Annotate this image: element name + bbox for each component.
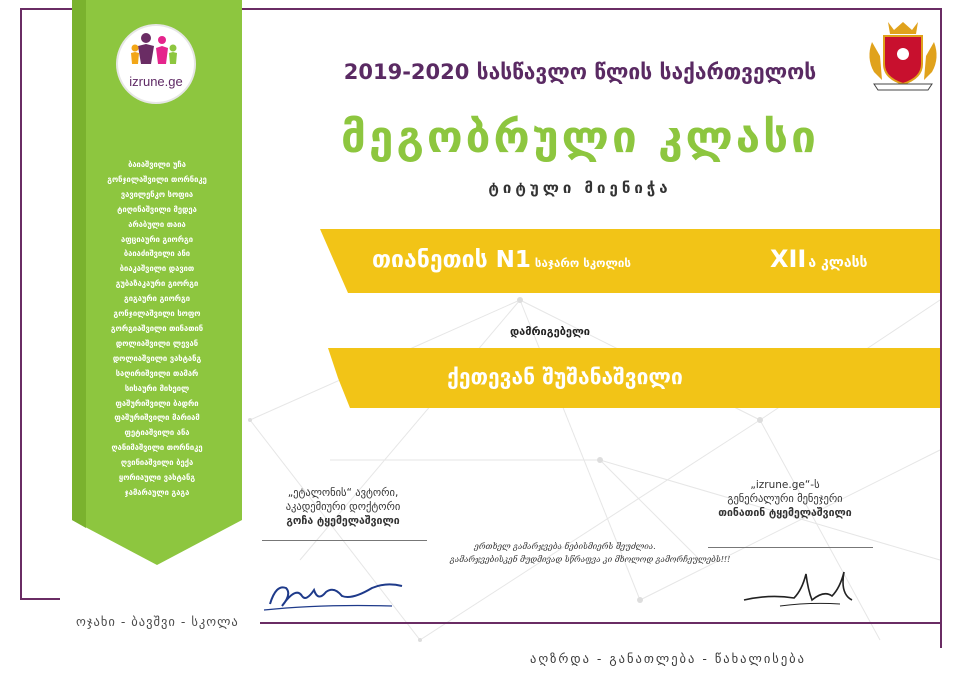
right-signatory bbox=[690, 478, 880, 521]
student-names-list bbox=[82, 158, 232, 501]
signature-line bbox=[262, 540, 427, 541]
student-name-row: გიგაური გიორგი bbox=[123, 294, 191, 304]
frame-line bbox=[940, 8, 942, 648]
right-signatory-role: „izrune.ge“-ს bbox=[750, 479, 820, 491]
motivational-note bbox=[450, 540, 731, 566]
class-grade: XII bbox=[770, 245, 807, 273]
frame-line bbox=[20, 598, 60, 600]
year-title: 2019-2020 სასწავლო წლის საქართველოს bbox=[343, 60, 817, 84]
homeroom-teacher-label: დამრიგებელი bbox=[509, 325, 591, 338]
student-name-row: ბიაკაშვილი დავით bbox=[119, 264, 195, 274]
student-name-row: დოლიაშვილი ვახტანგ bbox=[112, 353, 202, 363]
student-name-row: ჯამარაული გაგა bbox=[124, 487, 190, 497]
school-line bbox=[372, 247, 631, 273]
left-motto: ოჯახი - ბავშვი - სკოლა bbox=[76, 614, 239, 629]
student-name-row: ვავილენკო სოფია bbox=[120, 189, 194, 199]
left-signatory bbox=[248, 486, 438, 529]
georgian-coat-of-arms-icon bbox=[860, 18, 946, 94]
student-name-row: ბაიაძიშვილი ანი bbox=[123, 249, 191, 259]
award-subtitle: ტიტული მიენიჭა bbox=[488, 179, 672, 197]
student-name-row: გონჯილაშვილი თორნიკე bbox=[107, 174, 207, 184]
logo-text: izrune.ge bbox=[129, 74, 183, 89]
student-name-row: არაბული თაია bbox=[128, 219, 186, 229]
student-name-row: ყორიაული ვახტანგ bbox=[118, 473, 196, 483]
student-name-row: ღანიმაშვილი თორნიკე bbox=[111, 443, 203, 453]
student-name-row: აფციაური გიორგი bbox=[121, 234, 193, 244]
student-name-row: სისაური მიხეილ bbox=[124, 383, 190, 393]
main-title: მეგობრული კლასი bbox=[341, 112, 819, 163]
note-line-1: ერთხელ გამარჯვება ნებისმიერს შეუძლია. bbox=[474, 542, 656, 551]
student-name-row: დოლიაშვილი ლევან bbox=[115, 338, 199, 348]
student-name-row: გუბაზაკაური გიორგი bbox=[115, 279, 199, 289]
izrune-logo bbox=[118, 26, 194, 102]
frame-line bbox=[20, 8, 22, 598]
student-name-row: ფაშურიშვილი მარიამ bbox=[114, 413, 200, 423]
student-name-row: ბაიაშვილი უჩა bbox=[128, 160, 186, 169]
note-line-2: გამარჯვებისკენ მუდმივად სწრაფვა კი მხოლოდ გამორჩეულებს!!! bbox=[450, 555, 731, 564]
class-line bbox=[770, 245, 868, 273]
student-name-row: საღირიშვილი თამარ bbox=[115, 368, 199, 378]
student-name-row: ფაშურიშვილი ბადრი bbox=[115, 398, 199, 408]
right-signatory-name: თინათინ ტყემელაშვილი bbox=[718, 507, 852, 519]
family-figures-icon bbox=[118, 26, 194, 76]
frame-line bbox=[260, 622, 942, 624]
right-handwritten-signature bbox=[740, 560, 860, 618]
left-signatory-role: „ეტალონის“ ავტორი, bbox=[287, 487, 399, 499]
student-name-row: გონჯილაშვილი სოფო bbox=[113, 309, 201, 319]
frame-line bbox=[245, 8, 940, 10]
left-handwritten-signature bbox=[262, 566, 412, 616]
teacher-name: ქეთევან შუშანაშვილი bbox=[447, 365, 683, 389]
student-name-row: ტიღინაშვილი მედეა bbox=[117, 204, 197, 214]
signature-line bbox=[708, 547, 873, 548]
school-name: თიანეთის N1 bbox=[372, 247, 531, 273]
right-signatory-title: გენერალური მენეჯერი bbox=[727, 493, 843, 505]
student-name-row: გორგიაშვილი თინათინ bbox=[110, 323, 204, 333]
bottom-motto: აღზრდა - განათლება - წახალისება bbox=[530, 651, 807, 666]
class-suffix: ა კლასს bbox=[808, 255, 868, 271]
left-signatory-name: გოჩა ტყემელაშვილი bbox=[286, 515, 400, 527]
school-type: საჯარო სკოლის bbox=[534, 256, 631, 270]
left-signatory-title: აკადემიური დოქტორი bbox=[285, 501, 401, 513]
student-name-row: ღვინიაშვილი ბექა bbox=[120, 458, 194, 468]
student-name-row: ფეტიაშვილი ანა bbox=[124, 428, 190, 438]
